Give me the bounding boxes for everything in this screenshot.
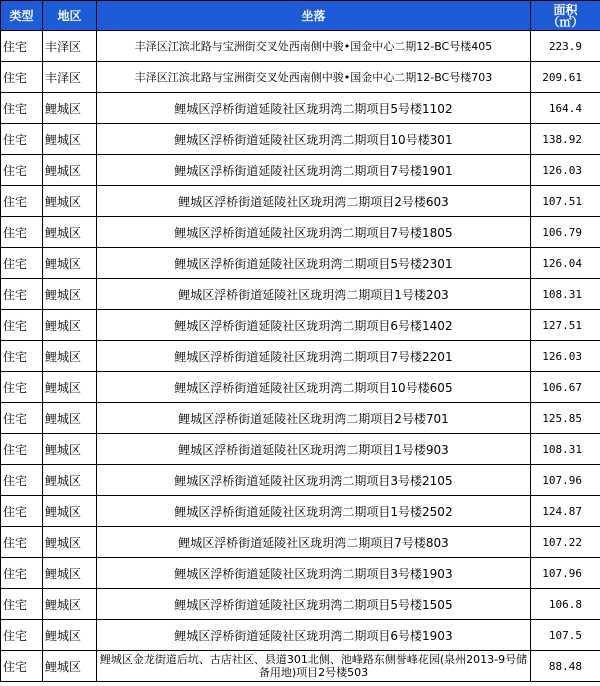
- row-type-cell: 住宅: [1, 310, 43, 341]
- row-type-cell: 住宅: [1, 589, 43, 620]
- table-row: [1, 496, 600, 527]
- row-type-cell: 住宅: [1, 372, 43, 403]
- row-location-cell: 鲤城区浮桥街道延陵社区珑玥湾二期项目7号楼803: [97, 527, 531, 558]
- row-location-cell: 鲤城区浮桥街道延陵社区珑玥湾二期项目6号楼1903: [97, 620, 531, 651]
- row-location-cell: 鲤城区浮桥街道延陵社区珑玥湾二期项目2号楼603: [97, 186, 531, 217]
- row-district-cell: 鲤城区: [43, 651, 97, 682]
- row-location-cell: 鲤城区浮桥街道延陵社区珑玥湾二期项目6号楼1402: [97, 310, 531, 341]
- row-type-cell: 住宅: [1, 124, 43, 155]
- row-type-cell: 住宅: [1, 341, 43, 372]
- header-location: 坐落: [97, 1, 531, 31]
- row-area-cell: 209.61: [531, 62, 600, 93]
- row-district-cell: 丰泽区: [43, 62, 97, 93]
- row-location-cell: 鲤城区浮桥街道延陵社区珑玥湾二期项目5号楼1505: [97, 589, 531, 620]
- table-row: [1, 403, 600, 434]
- row-location-cell: 鲤城区浮桥街道延陵社区珑玥湾二期项目3号楼1903: [97, 558, 531, 589]
- table-row: [1, 62, 600, 93]
- row-area-cell: 107.22: [531, 527, 600, 558]
- row-area-cell: 106.8: [531, 589, 600, 620]
- table-row: [1, 589, 600, 620]
- row-type-cell: 住宅: [1, 403, 43, 434]
- row-type-cell: 住宅: [1, 496, 43, 527]
- row-district-cell: 鲤城区: [43, 310, 97, 341]
- row-area-cell: 106.67: [531, 372, 600, 403]
- row-location-cell: 鲤城区浮桥街道延陵社区珑玥湾二期项目10号楼301: [97, 124, 531, 155]
- row-type-cell: 住宅: [1, 217, 43, 248]
- row-area-cell: 88.48: [531, 651, 600, 682]
- row-type-cell: 住宅: [1, 93, 43, 124]
- row-district-cell: 鲤城区: [43, 558, 97, 589]
- row-type-cell: 住宅: [1, 434, 43, 465]
- row-type-cell: 住宅: [1, 31, 43, 62]
- row-area-cell: 127.51: [531, 310, 600, 341]
- row-location-cell: 鲤城区浮桥街道延陵社区珑玥湾二期项目1号楼2502: [97, 496, 531, 527]
- row-type-cell: 住宅: [1, 62, 43, 93]
- header-type: 类型: [1, 1, 43, 31]
- row-district-cell: 鲤城区: [43, 155, 97, 186]
- row-type-cell: 住宅: [1, 620, 43, 651]
- row-location-cell: 鲤城区浮桥街道延陵社区珑玥湾二期项目2号楼701: [97, 403, 531, 434]
- row-area-cell: 107.96: [531, 465, 600, 496]
- row-district-cell: 鲤城区: [43, 124, 97, 155]
- row-area-cell: 106.79: [531, 217, 600, 248]
- table-row: [1, 527, 600, 558]
- row-district-cell: 鲤城区: [43, 279, 97, 310]
- row-district-cell: 鲤城区: [43, 496, 97, 527]
- row-type-cell: 住宅: [1, 651, 43, 682]
- row-location-cell: 鲤城区浮桥街道延陵社区珑玥湾二期项目7号楼1901: [97, 155, 531, 186]
- table-row: [1, 341, 600, 372]
- row-district-cell: 鲤城区: [43, 93, 97, 124]
- row-district-cell: 鲤城区: [43, 434, 97, 465]
- row-area-cell: 223.9: [531, 31, 600, 62]
- row-district-cell: 鲤城区: [43, 372, 97, 403]
- row-area-cell: 107.51: [531, 186, 600, 217]
- row-district-cell: 鲤城区: [43, 465, 97, 496]
- row-type-cell: 住宅: [1, 279, 43, 310]
- row-area-cell: 164.4: [531, 93, 600, 124]
- row-district-cell: 鲤城区: [43, 620, 97, 651]
- row-location-cell: 鲤城区浮桥街道延陵社区珑玥湾二期项目7号楼2201: [97, 341, 531, 372]
- row-area-cell: 107.96: [531, 558, 600, 589]
- row-location-cell: 鲤城区浮桥街道延陵社区珑玥湾二期项目1号楼203: [97, 279, 531, 310]
- header-area-label: 面积: [553, 2, 578, 17]
- row-area-cell: 126.03: [531, 341, 600, 372]
- row-type-cell: 住宅: [1, 558, 43, 589]
- table-row: [1, 124, 600, 155]
- row-area-cell: 126.04: [531, 248, 600, 279]
- table-row: [1, 434, 600, 465]
- row-area-cell: 125.85: [531, 403, 600, 434]
- row-type-cell: 住宅: [1, 465, 43, 496]
- table-row: [1, 186, 600, 217]
- table-row: [1, 558, 600, 589]
- row-district-cell: 鲤城区: [43, 186, 97, 217]
- header-area-unit: （㎡）: [547, 14, 584, 29]
- row-location-cell: 鲤城区浮桥街道延陵社区珑玥湾二期项目5号楼2301: [97, 248, 531, 279]
- table-row: [1, 155, 600, 186]
- table-row: [1, 651, 600, 682]
- row-location-cell: 鲤城区浮桥街道延陵社区珑玥湾二期项目5号楼1102: [97, 93, 531, 124]
- row-area-cell: 108.31: [531, 434, 600, 465]
- table-row: [1, 217, 600, 248]
- table-row: [1, 310, 600, 341]
- row-location-cell: 鲤城区浮桥街道延陵社区珑玥湾二期项目7号楼1805: [97, 217, 531, 248]
- row-type-cell: 住宅: [1, 527, 43, 558]
- table-row: [1, 31, 600, 62]
- row-district-cell: 鲤城区: [43, 589, 97, 620]
- row-area-cell: 124.87: [531, 496, 600, 527]
- row-district-cell: 丰泽区: [43, 31, 97, 62]
- header-area: [531, 1, 600, 31]
- table-row: [1, 93, 600, 124]
- row-district-cell: 鲤城区: [43, 403, 97, 434]
- table-row: [1, 279, 600, 310]
- row-district-cell: 鲤城区: [43, 217, 97, 248]
- table-row: [1, 465, 600, 496]
- row-location-cell: 丰泽区江滨北路与宝洲街交叉处西南侧中骏•国金中心二期12-BC号楼703: [97, 62, 531, 93]
- row-type-cell: 住宅: [1, 248, 43, 279]
- row-area-cell: 126.03: [531, 155, 600, 186]
- row-area-cell: 138.92: [531, 124, 600, 155]
- table-row: [1, 248, 600, 279]
- row-location-cell: 鲤城区浮桥街道延陵社区珑玥湾二期项目3号楼2105: [97, 465, 531, 496]
- table-row: [1, 620, 600, 651]
- row-location-cell: 鲤城区浮桥街道延陵社区珑玥湾二期项目1号楼903: [97, 434, 531, 465]
- row-type-cell: 住宅: [1, 155, 43, 186]
- table-body: [1, 31, 600, 682]
- table-row: [1, 372, 600, 403]
- row-type-cell: 住宅: [1, 186, 43, 217]
- row-location-cell: 鲤城区浮桥街道延陵社区珑玥湾二期项目10号楼605: [97, 372, 531, 403]
- row-area-cell: 107.5: [531, 620, 600, 651]
- row-district-cell: 鲤城区: [43, 248, 97, 279]
- row-district-cell: 鲤城区: [43, 527, 97, 558]
- table-header-row: [1, 1, 600, 31]
- row-location-cell: 丰泽区江滨北路与宝洲街交叉处西南侧中骏•国金中心二期12-BC号楼405: [97, 31, 531, 62]
- row-location-cell: 鲤城区金龙街道后坑、古店社区、县道301北侧、池峰路东侧誉峰花园(泉州2013-9号储备用地)项目2号楼503: [97, 651, 531, 682]
- header-district: 地区: [43, 1, 97, 31]
- row-district-cell: 鲤城区: [43, 341, 97, 372]
- row-area-cell: 108.31: [531, 279, 600, 310]
